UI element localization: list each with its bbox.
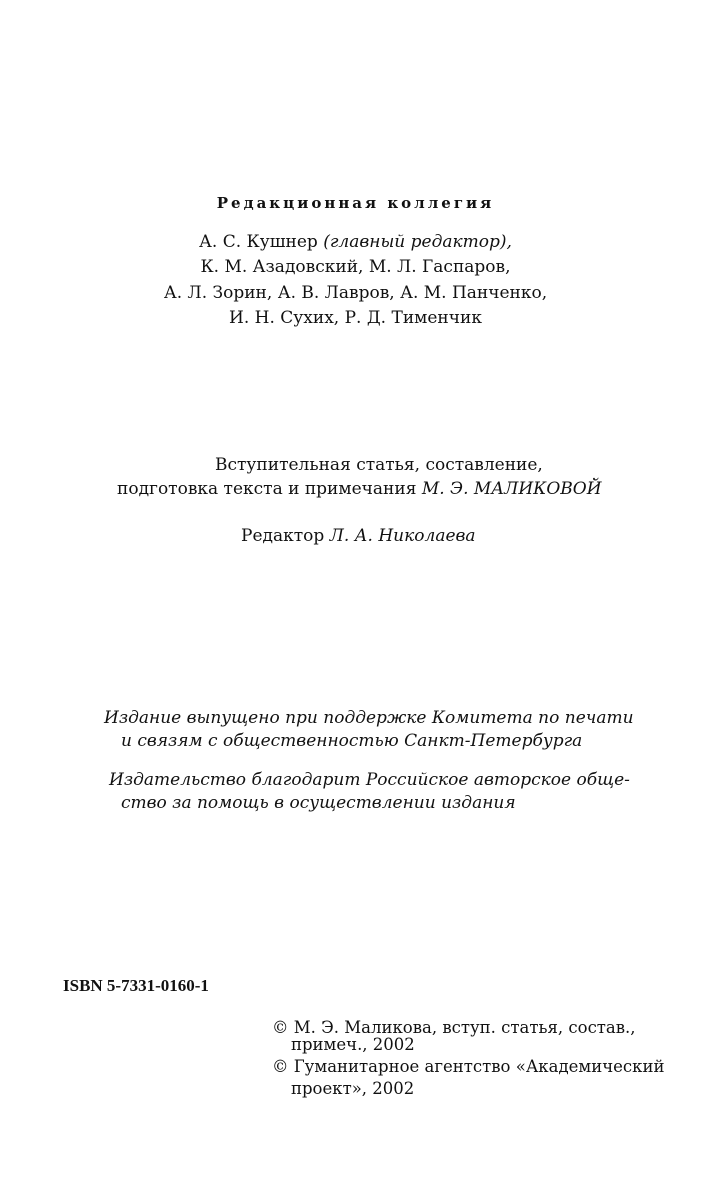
- board-chief-name: А. С. Кушнер: [199, 232, 324, 252]
- board-line-3: А. Л. Зорин, А. В. Лавров, А. М. Панченко,: [163, 283, 548, 303]
- thanks-note-line-2: ство за помощь в осуществлении издания: [121, 793, 516, 813]
- editor-name: Л. А. Николаева: [329, 526, 476, 546]
- thanks-note-line-1: Издательство благодарит Российское авторское обще-: [109, 770, 630, 790]
- board-chief-role: (главный редактор),: [323, 232, 512, 252]
- credits-author-name: М. Э. МАЛИКОВОЙ: [421, 479, 602, 499]
- board-line-2: К. М. Азадовский, М. Л. Гаспаров,: [200, 257, 511, 277]
- support-note-line-1: Издание выпущено при поддержке Комитета по печати: [104, 708, 634, 728]
- credits-prep-text: подготовка текста и примечания: [117, 479, 422, 499]
- credits-line-1: Вступительная статья, составление,: [215, 455, 543, 475]
- copyright-line-4: проект», 2002: [291, 1079, 415, 1098]
- copyright-line-3: © Гуманитарное агентство «Академический: [272, 1057, 665, 1076]
- credits-line-2: [117, 478, 602, 500]
- board-heading: Редакционная коллегия: [216, 194, 495, 212]
- board-line-1: [0, 231, 711, 253]
- board-line-4: И. Н. Сухих, Р. Д. Тименчик: [229, 308, 482, 328]
- support-note-line-2: и связям с общественностью Санкт-Петербурга: [121, 731, 583, 751]
- editor-label: Редактор: [241, 526, 330, 546]
- copyright-line-2: примеч., 2002: [291, 1035, 415, 1054]
- copyright-line-1: © М. Э. Маликова, вступ. статья, состав.,: [272, 1018, 636, 1037]
- editor-line: [241, 525, 476, 547]
- isbn: ISBN 5-7331-0160-1: [63, 976, 209, 995]
